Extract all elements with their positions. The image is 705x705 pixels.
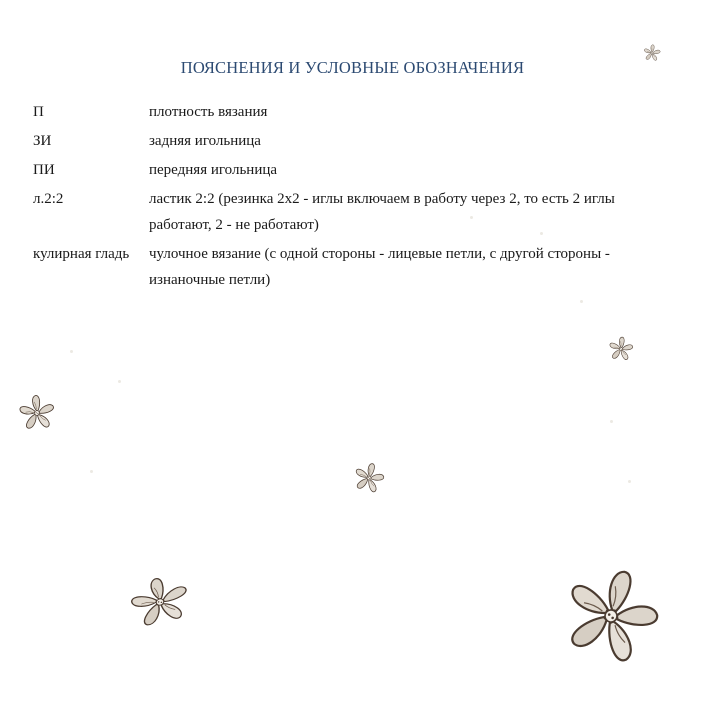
legend-term: ЗИ (33, 133, 52, 149)
flower-icon (643, 44, 661, 62)
legend-row (33, 241, 683, 293)
decor-speck (580, 300, 583, 303)
legend-row (33, 157, 683, 183)
flower-icon (124, 572, 196, 632)
flower-icon (18, 394, 56, 432)
legend-definition: плотность вязания (149, 104, 268, 120)
legend-definition: чулочное вязание (с одной стороны - лицевые петли, с другой стороны - изнаночные петли) (149, 246, 610, 288)
decor-speck (540, 232, 543, 235)
decor-speck (118, 380, 121, 383)
flower-icon (608, 336, 634, 362)
legend-term: ПИ (33, 162, 55, 178)
legend-definition: ластик 2:2 (резинка 2х2 - иглы включаем в работу через 2, то есть 2 иглы работают, 2 - не работают) (149, 191, 615, 233)
decor-speck (470, 216, 473, 219)
decor-speck (90, 470, 93, 473)
flower-icon (556, 566, 666, 666)
legend-term: л.2:2 (33, 191, 64, 207)
legend-definition: передняя игольница (149, 162, 278, 178)
decor-speck (70, 350, 73, 353)
legend-row (33, 186, 683, 238)
flower-icon (353, 462, 385, 494)
decor-speck (610, 420, 613, 423)
legend-list (33, 99, 683, 296)
legend-term: П (33, 104, 44, 120)
legend-definition: задняя игольница (149, 133, 261, 149)
legend-row (33, 99, 683, 125)
decor-speck (628, 480, 631, 483)
legend-term: кулирная гладь (33, 246, 130, 262)
page-title: ПОЯСНЕНИЯ И УСЛОВНЫЕ ОБОЗНАЧЕНИЯ (180, 58, 525, 77)
legend-row (33, 128, 683, 154)
